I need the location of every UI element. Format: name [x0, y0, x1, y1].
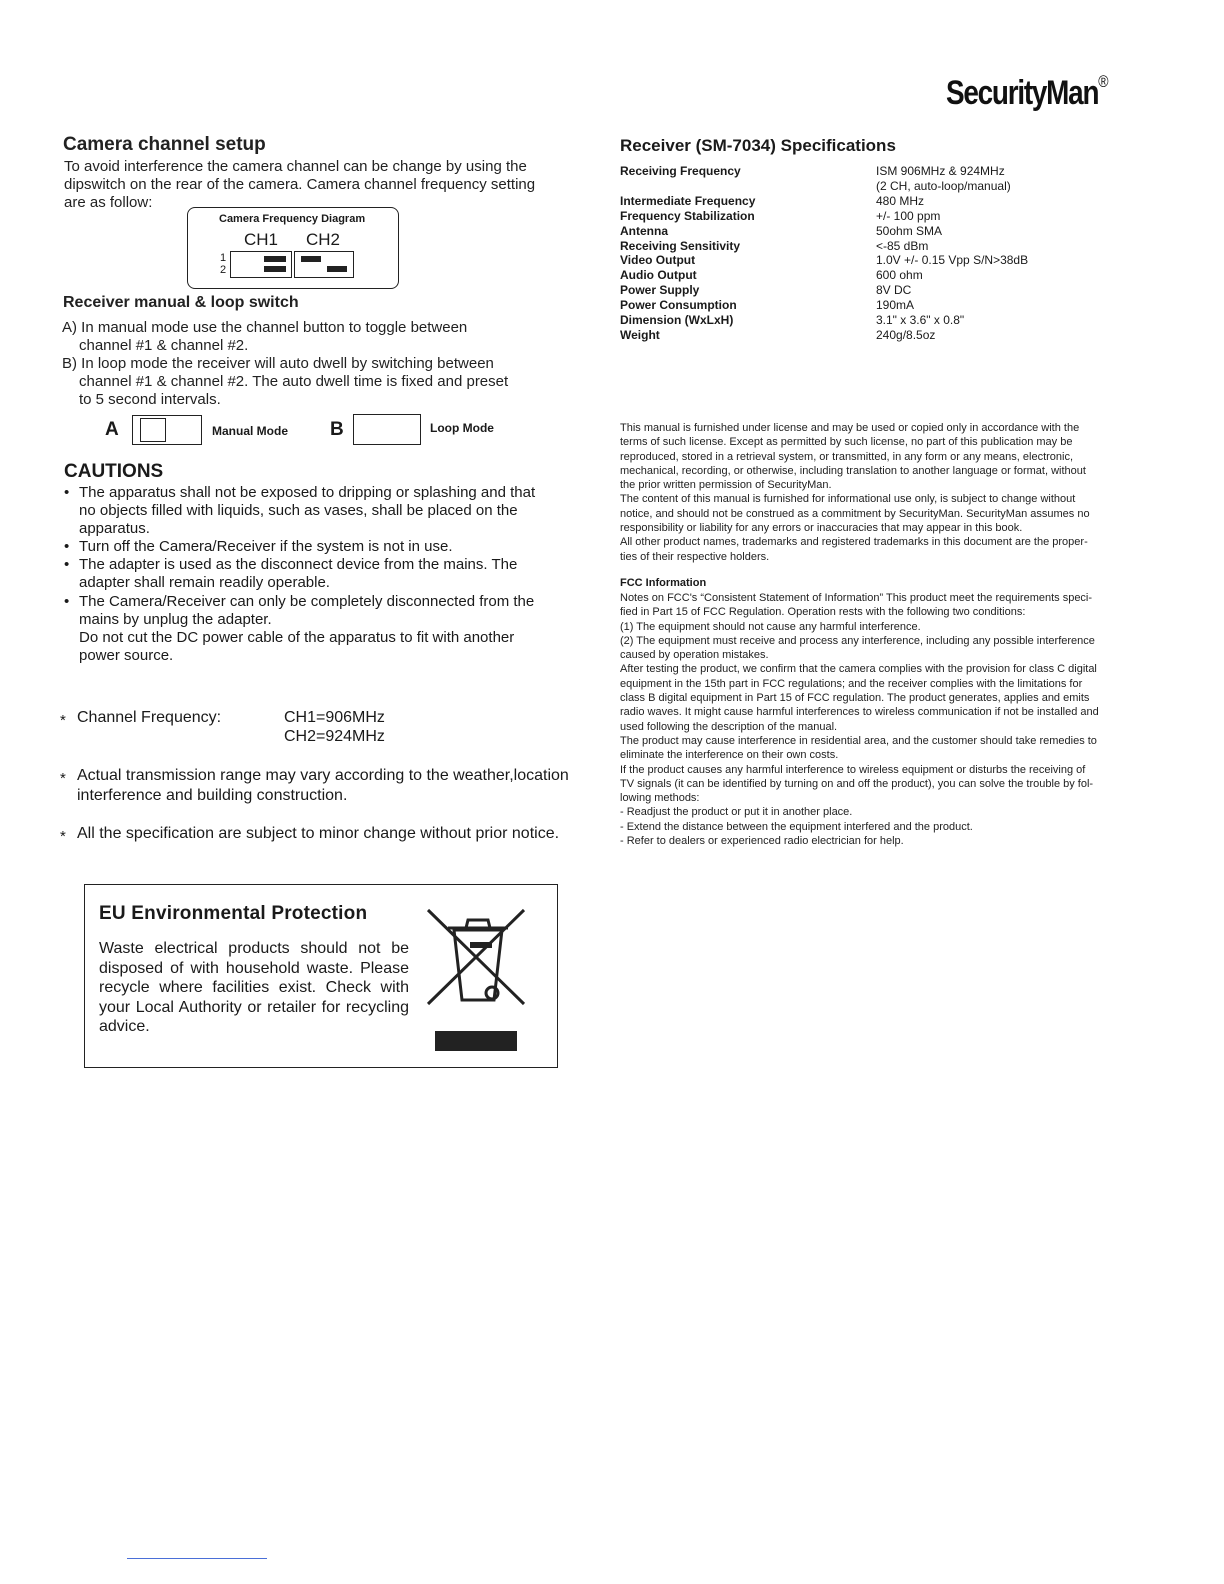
spec-label: Intermediate Frequency [620, 193, 756, 208]
fcc-line: (1) The equipment should not cause any harmful interference. [620, 620, 921, 633]
fcc-line: TV signals (it can be identified by turning on and off the product), you can solve the trouble by fol- [620, 777, 1094, 790]
caution-line: The Camera/Receiver can only be completely disconnected from the [79, 593, 535, 610]
dip-switch-ch1-bit1 [264, 256, 286, 262]
mode-b-letter: B [330, 419, 344, 440]
item-line: B) In loop mode the receiver will auto dwell by switching between [62, 355, 494, 372]
note-star: * [60, 828, 66, 845]
caution-bullet: • [64, 538, 70, 555]
eu-text: Waste electrical products should not be disposed of with household waste. Please recycle where facilities exist. Check with your Local Authority or retailer for recycling advice. [99, 940, 409, 1035]
license-line: responsibility or liability for any errors or inaccuracies that may appear in this book. [620, 522, 1023, 535]
channel-frequency-ch1: CH1=906MHz [284, 709, 385, 726]
caution-line: apparatus. [79, 520, 150, 537]
spec-label: Audio Output [620, 268, 697, 283]
caution-bullet: • [64, 484, 70, 501]
spec-label: Dimension (WxLxH) [620, 313, 734, 327]
manual-mode-label: Manual Mode [212, 424, 289, 438]
registered-mark: ® [1098, 72, 1109, 91]
caution-line: power source. [79, 647, 174, 664]
intro-line: are as follow: [64, 194, 153, 211]
license-line: reproduced, stored in a retrieval system, or transmitted, in any form or any means, electronic, [620, 450, 1074, 463]
spec-value: 240g/8.5oz [876, 327, 936, 342]
license-line: notice, and should not be construed as a commitment by SecurityMan. SecurityMan assumes no [620, 507, 1090, 520]
spec-label: Power Consumption [620, 298, 737, 313]
fcc-line: The product may cause interference in residential area, and the customer should take remedies to [620, 734, 1097, 747]
spec-value: (2 CH, auto-loop/manual) [876, 178, 1011, 193]
fcc-line: used following the description of the manual. [620, 720, 838, 733]
footer-rule [127, 1558, 267, 1559]
spec-change-note: All the specification are subject to minor change without prior notice. [77, 825, 560, 842]
spec-value: 600 ohm [876, 268, 923, 283]
spec-label: Power Supply [620, 283, 700, 298]
spec-value: 1.0V +/- 0.15 Vpp S/N>38dB [876, 253, 1029, 268]
intro-line: dipswitch on the rear of the camera. Camera channel frequency setting [64, 176, 536, 193]
spec-value: <-85 dBm [876, 238, 929, 253]
weee-bin-icon [424, 904, 528, 1054]
receiver-switch-title: Receiver manual & loop switch [63, 294, 299, 311]
caution-line: Do not cut the DC power cable of the apparatus to fit with another [79, 629, 515, 646]
spec-label: Video Output [620, 253, 696, 268]
license-line: This manual is furnished under license and may be used or copied only in accordance with the [620, 422, 1080, 434]
fcc-line: equipment in the 15th part in FCC regulations; and the receiver complies with the limitations for [620, 677, 1083, 690]
fcc-line: If the product causes any harmful interference to wireless equipment or disturbs the receiving of [620, 763, 1086, 776]
fcc-line: fied in Part 15 of FCC Regulation. Operation rests with the following two conditions: [620, 606, 1026, 619]
loop-mode-label: Loop Mode [430, 421, 494, 435]
license-line: The content of this manual is furnished for informational use only, is subject to change without [620, 493, 1076, 506]
spec-label: Frequency Stabilization [620, 208, 755, 223]
license-line: ties of their respective holders. [620, 550, 770, 563]
license-line: mechanical, recording, or otherwise, including translation to another language or format, without [620, 464, 1086, 477]
diagram-ch1-label: CH1 [244, 230, 279, 249]
license-line: All other product names, trademarks and registered trademarks in this document are the proper- [620, 536, 1088, 549]
fcc-line: - Readjust the product or put it in another place. [620, 806, 853, 819]
caution-item-4 [79, 593, 559, 665]
fcc-line: After testing the product, we confirm that the camera complies with the provision for class C digital [620, 663, 1097, 676]
item-line: channel #1 & channel #2. The auto dwell time is fixed and preset [79, 373, 509, 390]
loop-mode-switch [353, 414, 421, 445]
caution-line: no objects filled with liquids, such as vases, shall be placed on the [79, 502, 518, 519]
item-line: channel #1 & channel #2. [79, 337, 249, 354]
note-star: * [60, 712, 66, 729]
fcc-line: - Refer to dealers or experienced radio electrician for help. [620, 835, 904, 848]
license-text [620, 421, 1165, 564]
caution-line: The adapter is used as the disconnect device from the mains. The [79, 556, 518, 573]
caution-item-1 [79, 484, 559, 538]
fcc-line: radio waves. It might cause harmful interferences to wireless communication if not be installed and [620, 706, 1099, 719]
camera-setup-title: Camera channel setup [63, 134, 266, 155]
spec-value: 3.1" x 3.6" x 0.8" [876, 313, 965, 327]
caution-line: The apparatus shall not be exposed to dripping or splashing and that [79, 484, 536, 501]
intro-line: To avoid interference the camera channel can be change by using the [64, 158, 527, 175]
fcc-title: FCC Information [620, 577, 707, 589]
receiver-switch-item-b [62, 355, 508, 409]
range-line: interference and building construction. [77, 787, 348, 804]
camera-setup-intro [64, 158, 535, 212]
fcc-line: lowing methods: [620, 792, 700, 805]
securityman-logo [946, 74, 1109, 113]
caution-line: mains by unplug the adapter. [79, 611, 272, 628]
fcc-line: caused by operation mistakes. [620, 649, 769, 662]
dip-switch-ch1-bit2 [264, 266, 286, 272]
diagram-row-1: 1 [220, 252, 227, 264]
caution-line: Turn off the Camera/Receiver if the system is not in use. [79, 538, 453, 555]
caution-item-3 [79, 556, 559, 592]
specs-title: Receiver (SM-7034) Specifications [620, 136, 896, 155]
license-line: terms of such license. Except as permitted by such license, no part of this publication may be [620, 436, 1073, 449]
fcc-line: eliminate the interference on their own costs. [620, 749, 839, 762]
range-line: Actual transmission range may vary according to the weather,location [77, 767, 569, 784]
dip-switch-ch2-bit1 [301, 256, 321, 262]
dip-switch-ch2-bit2 [327, 266, 347, 272]
spec-value: 50ohm SMA [876, 223, 943, 238]
spec-value: +/- 100 ppm [876, 208, 941, 223]
fcc-line: (2) The equipment must receive and process any interference, including any possible interference [620, 634, 1095, 647]
spec-value: 8V DC [876, 283, 912, 298]
note-star: * [60, 770, 66, 787]
fcc-line: Notes on FCC's “Consistent Statement of Information” This product meet the requirements speci- [620, 592, 1093, 604]
range-note [77, 766, 569, 806]
item-line: A) In manual mode use the channel button to toggle between [62, 319, 468, 336]
caution-line: adapter shall remain readily operable. [79, 574, 330, 591]
diagram-ch2-label: CH2 [306, 230, 341, 249]
fcc-line: class B digital equipment in Part 15 of FCC regulation. The product generates, applies and emits [620, 692, 1090, 705]
caution-item-2 [79, 538, 559, 556]
mode-a-letter: A [105, 419, 119, 440]
fcc-line: - Extend the distance between the equipment interfered and the product. [620, 820, 973, 833]
receiver-switch-item-a [62, 319, 467, 355]
spec-value: 190mA [876, 298, 915, 313]
channel-frequency-ch2: CH2=924MHz [284, 728, 385, 745]
item-line: to 5 second intervals. [79, 391, 221, 408]
channel-frequency-label: Channel Frequency: [77, 709, 222, 726]
diagram-row-2: 2 [220, 264, 227, 276]
diagram-title: Camera Frequency Diagram [219, 213, 366, 225]
caution-bullet: • [64, 556, 70, 573]
logo-text: SecurityMan [946, 74, 1099, 112]
spec-label: Receiving Sensitivity [620, 238, 741, 253]
spec-label: Antenna [620, 223, 668, 238]
cautions-title: CAUTIONS [64, 461, 164, 482]
spec-value: ISM 906MHz & 924MHz [876, 164, 1005, 178]
spec-value: 480 MHz [876, 193, 925, 208]
eu-title: EU Environmental Protection [99, 903, 368, 924]
manual-mode-switch-knob [140, 418, 166, 442]
license-line: the prior written permission of SecurityMan. [620, 479, 832, 492]
spec-label: Weight [620, 327, 660, 342]
fcc-text [620, 591, 1168, 848]
caution-bullet: • [64, 593, 70, 610]
spec-label: Receiving Frequency [620, 164, 741, 178]
